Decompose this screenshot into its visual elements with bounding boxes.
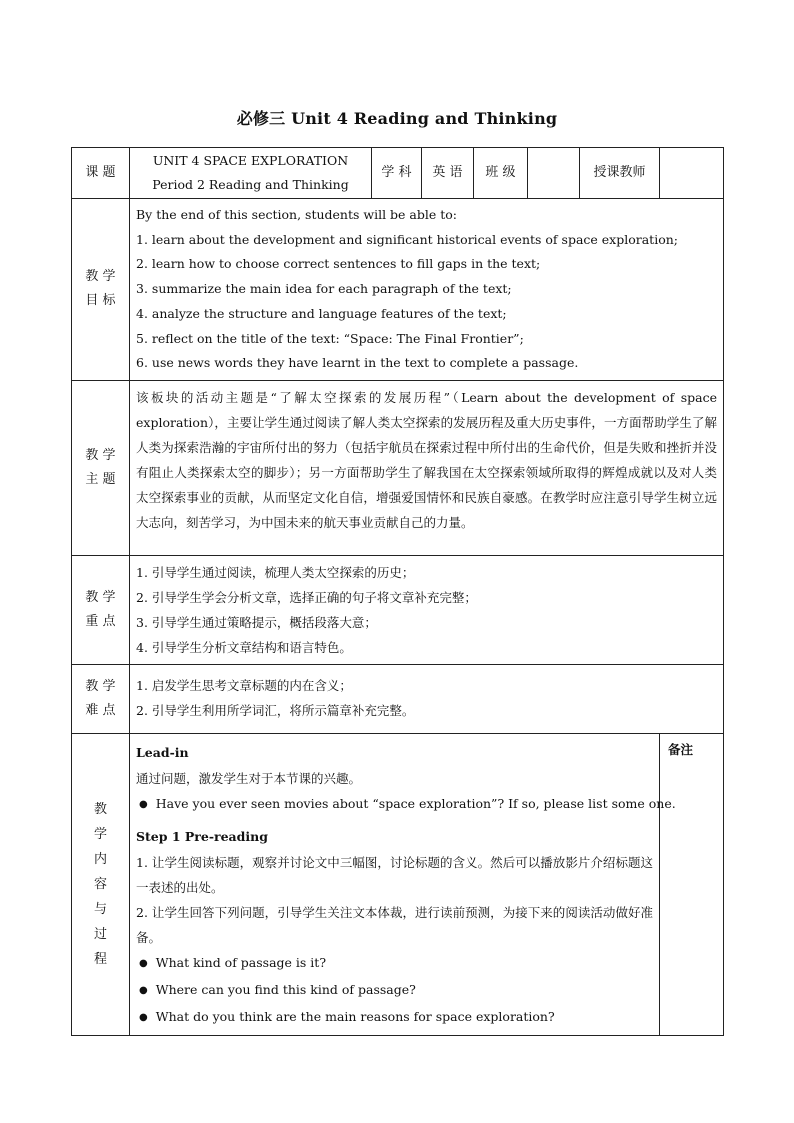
- difficulty-line: 2. 引导学生利用所学词汇，将所示篇章补充完整。: [136, 702, 415, 718]
- key-point-line: 1. 引导学生通过阅读，梳理人类太空探索的历史；: [136, 564, 415, 580]
- teacher-label: 授课教师: [580, 148, 660, 199]
- teacher-value[interactable]: [660, 148, 724, 199]
- objective-line: 5. reflect on the title of the text: “Space: The Final Frontier”;: [136, 330, 524, 346]
- step1-item-2: 2. 让学生回答下列问题，引导学生关注文本体裁，进行读前预测，为接下来的阅读活动做好准备。: [136, 904, 653, 945]
- theme-paragraph: 该板块的活动主题是“了解太空探索的发展历程”（Learn about the development of space exploration），主要让学生通过阅读了解人类太空探索的发展历程及重大历史事件，一方面帮助学生了解人类为探索浩瀚的宇宙所付出的努力（包括宇航员在探索过程中所付出的生命代价，但是失败和挫折并没有阻止人类探索太空的脚步）；另一方面帮助学生了解我国在太空探索领域所取得的辉煌成就以及对人类太空探索事业的贡献，从而坚定文化自信，增强爱国情怀和民族自豪感。在教学时应注意引导学生树立远大志向，刻苦学习，为中国未来的航天事业贡献自己的力量。: [136, 389, 717, 530]
- objective-line: By the end of this section, students will be able to:: [136, 207, 458, 222]
- course-line-1: UNIT 4 SPACE EXPLORATION: [152, 153, 349, 168]
- process-label: 教 学 内 容 与 过 程: [72, 733, 130, 1035]
- objective-line: 6. use news words they have learnt in the text to complete a passage.: [136, 355, 579, 371]
- leadin-intro: 通过问题，激发学生对于本节课的兴趣。: [136, 770, 362, 786]
- lesson-plan-table: [71, 147, 724, 1036]
- topic-label: 课 题: [72, 148, 130, 199]
- step1-item-1: 1. 让学生阅读标题，观察并讨论文中三幅图，讨论标题的含义。然后可以播放影片介绍标题这一表述的出处。: [136, 854, 653, 895]
- step1-heading: Step 1 Pre-reading: [136, 828, 268, 844]
- process-content: [130, 733, 676, 1035]
- leadin-heading: Lead-in: [136, 744, 189, 760]
- header-row: [72, 148, 724, 199]
- objective-line: 2. learn how to choose correct sentences to fill gaps in the text;: [136, 256, 541, 272]
- key-points-label: 教 学 重 点: [72, 555, 130, 664]
- course-title-cell: [130, 148, 372, 199]
- difficulties-row: [72, 664, 724, 733]
- theme-label: 教 学 主 题: [72, 380, 130, 555]
- key-point-line: 2. 引导学生学会分析文章，选择正确的句子将文章补充完整；: [136, 589, 477, 605]
- leadin-question: ● Have you ever seen movies about “space exploration”? If so, please list some one.: [136, 791, 653, 818]
- course-line-2: Period 2 Reading and Thinking: [152, 177, 349, 192]
- objective-line: 4. analyze the structure and language features of the text;: [136, 305, 507, 321]
- difficulties-content: [130, 664, 724, 733]
- theme-content: [130, 380, 724, 555]
- question-item: ● What do you think are the main reasons for space exploration?: [136, 1004, 653, 1031]
- theme-row: [72, 380, 724, 555]
- difficulty-line: 1. 启发学生思考文章标题的内在含义；: [136, 677, 352, 693]
- objective-line: 1. learn about the development and significant historical events of space exploration;: [136, 231, 678, 247]
- objectives-row: [72, 199, 724, 381]
- objectives-content: [130, 199, 724, 381]
- key-points-content: [130, 555, 724, 664]
- objective-line: 3. summarize the main idea for each paragraph of the text;: [136, 281, 512, 297]
- question-item: ● Where can you find this kind of passage?: [136, 977, 653, 1004]
- objectives-label: 教 学 目 标: [72, 199, 130, 381]
- class-label: 班 级: [474, 148, 528, 199]
- process-row: [72, 733, 724, 1035]
- question-item: ● What kind of passage is it?: [136, 950, 653, 977]
- subject-value: 英 语: [422, 148, 474, 199]
- subject-label: 学 科: [372, 148, 422, 199]
- key-point-line: 4. 引导学生分析文章结构和语言特色。: [136, 639, 352, 655]
- page-title: 必修三 Unit 4 Reading and Thinking: [236, 109, 558, 128]
- class-value[interactable]: [528, 148, 580, 199]
- key-points-row: [72, 555, 724, 664]
- key-point-line: 3. 引导学生通过策略提示，概括段落大意；: [136, 614, 377, 630]
- difficulties-label: 教 学 难 点: [72, 664, 130, 733]
- notes-cell: 备注: [660, 733, 724, 1035]
